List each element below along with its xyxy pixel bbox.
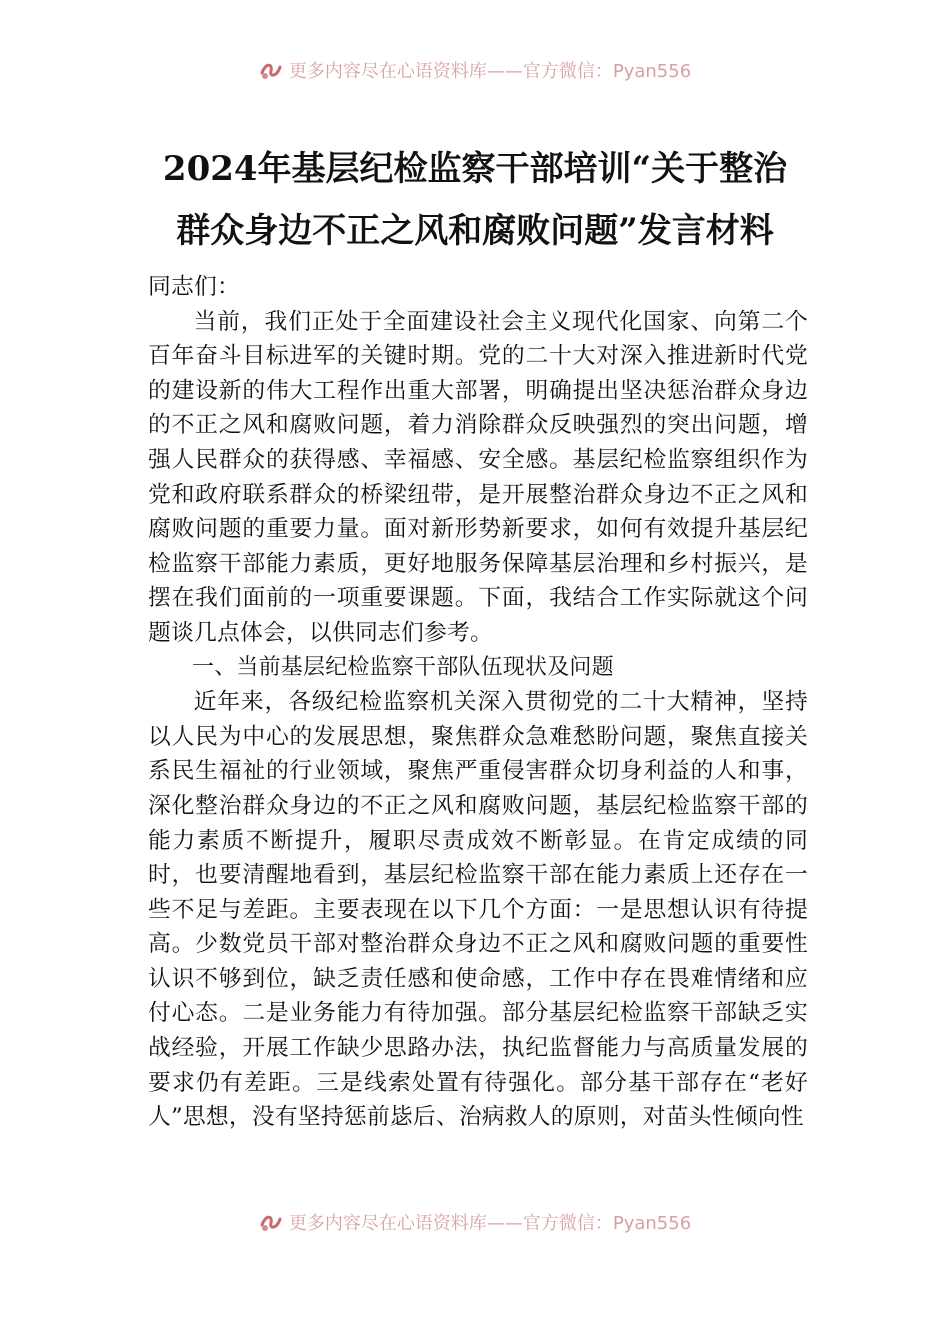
greeting: 同志们：	[148, 274, 240, 300]
watermark-text: 更多内容尽在心语资料库——官方微信：Pyan556	[288, 61, 692, 82]
title-line-1: 2024年基层纪检监察干部培训“关于整治	[162, 149, 788, 189]
watermark-footer	[0, 1210, 950, 1234]
document-title	[120, 138, 830, 262]
logo-icon	[259, 1211, 283, 1233]
watermark-header	[0, 58, 950, 82]
title-line-2: 群众身边不正之风和腐败问题”发言材料	[176, 211, 774, 251]
paragraph-section-1: 近年来，各级纪检监察机关深入贯彻党的二十大精神，坚持以人民为中心的发展思想，聚焦群众急难愁盼问题，聚焦直接关系民生福祉的行业领域，聚焦严重侵害群众切身利益的人和事，深化整治群众身边的不正之风和腐败问题，基层纪检监察干部的能力素质不断提升，履职尽责成效不断彰显。在肯定成绩的同时，也要清醒地看到，基层纪检监察干部在能力素质上还存在一些不足与差距。主要表现在以下几个方面：一是思想认识有待提高。少数党员干部对整治群众身边不正之风和腐败问题的重要性认识不够到位，缺乏责任感和使命感，工作中存在畏难情绪和应付心态。二是业务能力有待加强。部分基层纪检监察干部缺乏实战经验，开展工作缺少思路办法，执纪监督能力与高质量发展的要求仍有差距。三是线索处置有待强化。部分基干部存在“老好人”思想，没有坚持惩前毖后、治病救人的原则，对苗头性倾向性	[148, 689, 808, 1131]
paragraph-intro: 当前，我们正处于全面建设社会主义现代化国家、向第二个百年奋斗目标进军的关键时期。党的二十大对深入推进新时代党的建设新的伟大工程作出重大部署，明确提出坚决惩治群众身边的不正之风和腐败问题，着力消除群众反映强烈的突出问题，增强人民群众的获得感、幸福感、安全感。基层纪检监察组织作为党和政府联系群众的桥梁纽带，是开展整治群众身边不正之风和腐败问题的重要力量。面对新形势新要求，如何有效提升基层纪检监察干部能力素质，更好地服务保障基层治理和乡村振兴，是摆在我们面前的一项重要课题。下面，我结合工作实际就这个问题谈几点体会，以供同志们参考。	[148, 308, 808, 646]
section-heading-1: 一、当前基层纪检监察干部队伍现状及问题	[192, 654, 614, 680]
document-body	[148, 270, 808, 1135]
logo-icon	[259, 59, 283, 81]
watermark-text: 更多内容尽在心语资料库——官方微信：Pyan556	[288, 1213, 692, 1234]
